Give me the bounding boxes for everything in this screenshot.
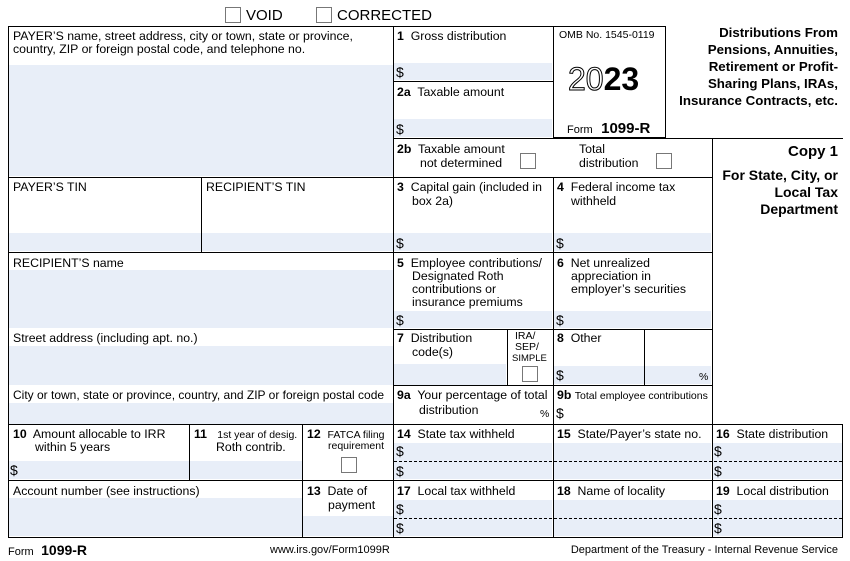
account-label: Account number (see instructions) — [13, 484, 200, 498]
box1-dollar: $ — [396, 64, 404, 80]
box5-label2: Designated Roth — [412, 269, 504, 283]
box6-dollar: $ — [556, 312, 564, 328]
box8-percent: % — [699, 371, 709, 383]
box12-label1: 12 FATCA filing — [307, 427, 385, 441]
box19-label: 19 Local distribution — [716, 484, 829, 498]
box6-label1: 6 Net unrealized — [557, 256, 650, 270]
recipient-tin-field[interactable] — [202, 233, 393, 251]
payer-label: PAYER’S name, street address, city or town, state or province, country, ZIP or foreign postal code, and telephone no. — [13, 29, 353, 56]
form-number-box — [567, 120, 650, 138]
box8-field[interactable] — [553, 366, 711, 384]
omb-number: OMB No. 1545-0119 — [559, 29, 655, 41]
box13-label1: 13 Date of — [307, 484, 368, 498]
ira-sep-simple-checkbox[interactable] — [522, 366, 538, 382]
box5-label3: contributions or — [412, 282, 497, 296]
form-title: Distributions From Pensions, Annuities, Retirement or Profit-Sharing Plans, IRAs, Insurance Contracts, etc. — [679, 25, 838, 108]
box3-dollar: $ — [396, 235, 404, 251]
box13-label2: payment — [328, 498, 376, 512]
ira-label2: SEP/ — [515, 341, 539, 353]
box19-dollar-2: $ — [714, 520, 722, 536]
ira-label3: SIMPLE — [512, 353, 547, 364]
box9a-percent: % — [540, 408, 550, 420]
tax-year — [568, 62, 639, 96]
box8-dollar: $ — [556, 367, 564, 383]
box15-label: 15 State/Payer’s state no. — [557, 427, 702, 441]
void-label: VOID — [246, 7, 283, 24]
box11-label2: Roth contrib. — [216, 440, 286, 454]
box7-label1: 7 Distribution — [397, 331, 473, 345]
total-distribution-label1: Total — [579, 142, 605, 156]
tax-year-prefix: 20 — [568, 61, 604, 97]
box10-dollar: $ — [10, 462, 18, 478]
box14-label: 14 State tax withheld — [397, 427, 515, 441]
box6-label3: employer’s securities — [571, 282, 687, 296]
ira-label1: IRA/ — [515, 330, 536, 342]
tax-year-suffix: 23 — [603, 61, 640, 97]
payer-tin-label: PAYER’S TIN — [13, 180, 87, 194]
box9a-label2: distribution — [419, 403, 479, 417]
box12-label2: requirement — [328, 440, 385, 452]
box5-dollar: $ — [396, 312, 404, 328]
box16-dollar-1: $ — [714, 443, 722, 459]
payer-tin-field[interactable] — [9, 233, 201, 251]
box10-field[interactable] — [9, 461, 189, 479]
box9b-label: 9b Total employee contributions — [557, 388, 708, 402]
box9a-label1: 9a Your percentage of total — [397, 388, 548, 402]
city-label: City or town, state or province, country, and ZIP or foreign postal code — [13, 388, 385, 402]
box19-dollar-1: $ — [714, 501, 722, 517]
box18-label: 18 Name of locality — [557, 484, 666, 498]
box1-field[interactable] — [394, 63, 552, 80]
box4-field[interactable] — [553, 233, 711, 251]
footer-form-name: 1099-R — [41, 542, 88, 558]
box14-dollar-2: $ — [396, 463, 404, 479]
footer-form — [8, 542, 87, 560]
payer-field[interactable] — [9, 65, 393, 176]
box8-label: 8 Other — [557, 331, 602, 345]
copy-subtitle: For State, City, or Local Tax Department — [722, 167, 838, 217]
box11-field[interactable] — [190, 461, 302, 479]
box4-dollar: $ — [556, 235, 564, 251]
recipient-name-field[interactable] — [9, 270, 393, 328]
corrected-label: CORRECTED — [337, 7, 433, 24]
void-checkbox[interactable] — [225, 7, 241, 23]
box17-dollar-2: $ — [396, 520, 404, 536]
box16-label: 16 State distribution — [716, 427, 829, 441]
box7-field[interactable] — [394, 364, 506, 385]
box16-dollar-2: $ — [714, 463, 722, 479]
box14-dollar-1: $ — [396, 443, 404, 459]
box3-label2: box 2a) — [412, 194, 454, 208]
footer-url[interactable]: www.irs.gov/Form1099R — [270, 544, 390, 556]
box17-dollar-1: $ — [396, 501, 404, 517]
box7-label2: code(s) — [412, 345, 454, 359]
total-distribution-label2: distribution — [579, 156, 639, 170]
box3-label1: 3 Capital gain (included in — [397, 180, 542, 194]
box2b-label2: not determined — [420, 156, 503, 170]
box10-label1: 10 Amount allocable to IRR — [13, 427, 166, 441]
recipient-tin-label: RECIPIENT’S TIN — [206, 180, 306, 194]
box2b-label1: 2b Taxable amount — [397, 142, 505, 156]
city-field[interactable] — [9, 403, 393, 424]
fatca-checkbox[interactable] — [341, 457, 357, 473]
form-name: 1099-R — [601, 120, 651, 137]
box10-label2: within 5 years — [35, 440, 111, 454]
box4-label1: 4 Federal income tax — [557, 180, 676, 194]
box11-label1: 11 1st year of desig. — [194, 427, 298, 441]
box17-label: 17 Local tax withheld — [397, 484, 516, 498]
box6-label2: appreciation in — [571, 269, 651, 283]
recipient-name-label: RECIPIENT’S name — [13, 256, 124, 270]
street-label: Street address (including apt. no.) — [13, 331, 198, 345]
footer-form-word: Form — [8, 546, 34, 558]
box2a-dollar: $ — [396, 121, 404, 137]
account-field[interactable] — [9, 498, 302, 536]
copy-title: Copy 1 — [787, 143, 838, 160]
box1-label: 1 Gross distribution — [397, 29, 507, 43]
box2a-field[interactable] — [394, 119, 552, 137]
box4-label2: withheld — [571, 194, 617, 208]
box6-field[interactable] — [553, 311, 711, 328]
total-distribution-checkbox[interactable] — [656, 153, 672, 169]
box5-label4: insurance premiums — [412, 295, 523, 309]
box5-field[interactable] — [394, 311, 552, 328]
box9b-dollar: $ — [556, 405, 564, 421]
footer-department: Department of the Treasury - Internal Revenue Service — [570, 544, 838, 556]
street-field[interactable] — [9, 346, 393, 385]
box5-label1: 5 Employee contributions/ — [397, 256, 542, 270]
box2a-label: 2a Taxable amount — [397, 85, 505, 99]
box3-field[interactable] — [394, 233, 552, 251]
taxable-not-determined-checkbox[interactable] — [520, 153, 536, 169]
form-word: Form — [567, 124, 593, 136]
box13-field[interactable] — [303, 516, 393, 536]
corrected-checkbox[interactable] — [316, 7, 332, 23]
